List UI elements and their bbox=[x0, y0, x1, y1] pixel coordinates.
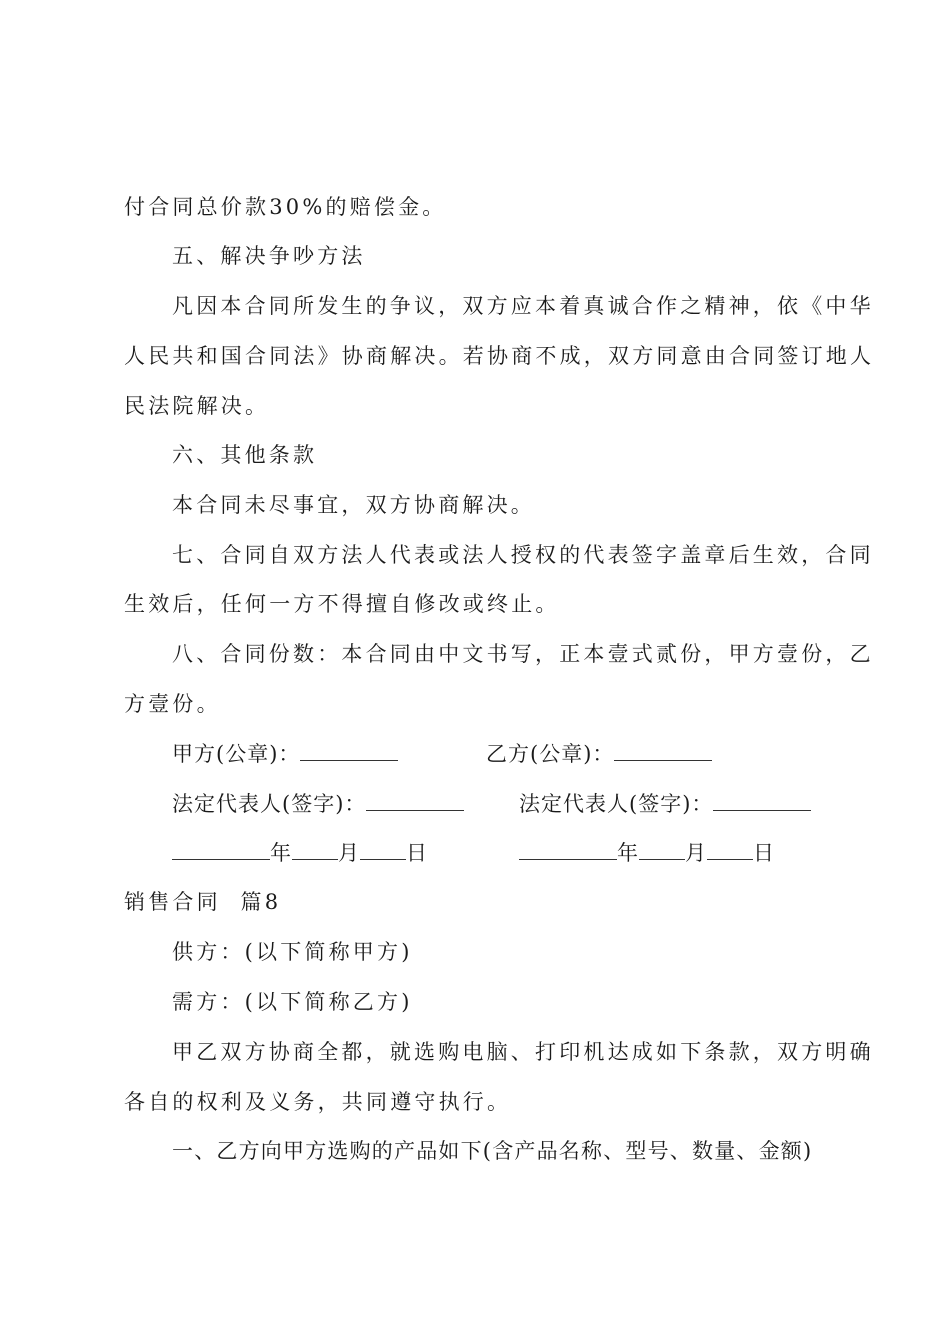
month-b-blank bbox=[639, 839, 685, 860]
day-a-blank bbox=[360, 839, 406, 860]
paragraph-line: 民法院解决。 bbox=[124, 394, 270, 418]
paragraph-line: 方壹份。 bbox=[124, 692, 221, 716]
date-b-field bbox=[519, 838, 775, 868]
month-a-label: 月 bbox=[338, 841, 360, 865]
buyer-line: 需方：(以下简称乙方) bbox=[172, 990, 413, 1014]
year-b-blank bbox=[519, 839, 617, 860]
month-b-label: 月 bbox=[685, 841, 707, 865]
paragraph-line: 七、合同自双方法人代表或法人授权的代表签字盖章后生效，合同 bbox=[172, 543, 874, 567]
section-heading: 五、解决争吵方法 bbox=[172, 244, 366, 268]
party-a-seal-field bbox=[172, 739, 398, 769]
party-b-seal-field bbox=[486, 739, 712, 769]
paragraph-line: 人民共和国合同法》协商解决。若协商不成，双方同意由合同签订地人 bbox=[124, 344, 875, 368]
contract-section-title: 销售合同 篇8 bbox=[124, 890, 282, 914]
rep-a-blank bbox=[366, 790, 464, 811]
paragraph-line: 甲乙双方协商全都，就选购电脑、打印机达成如下条款，双方明确 bbox=[172, 1040, 874, 1064]
year-a-blank bbox=[172, 839, 270, 860]
paragraph-line: 各自的权利及义务，共同遵守执行。 bbox=[124, 1090, 512, 1114]
year-a-label: 年 bbox=[270, 841, 292, 865]
year-b-label: 年 bbox=[617, 841, 639, 865]
party-a-label: 甲方(公章)： bbox=[172, 742, 301, 766]
section-heading: 一、乙方向甲方选购的产品如下(含产品名称、型号、数量、金额) bbox=[172, 1139, 813, 1163]
rep-b-blank bbox=[713, 790, 811, 811]
day-b-label: 日 bbox=[753, 841, 775, 865]
paragraph-line: 付合同总价款30%的赔偿金。 bbox=[124, 195, 447, 219]
paragraph-line: 凡因本合同所发生的争议，双方应本着真诚合作之精神，依《中华 bbox=[172, 294, 874, 318]
party-b-label: 乙方(公章)： bbox=[486, 742, 615, 766]
supplier-line: 供方：(以下简称甲方) bbox=[172, 940, 413, 964]
party-b-blank bbox=[614, 740, 712, 761]
paragraph-line: 生效后，任何一方不得擅自修改或终止。 bbox=[124, 592, 560, 616]
month-a-blank bbox=[292, 839, 338, 860]
date-a-field bbox=[172, 838, 428, 868]
rep-b-sign-field bbox=[519, 789, 811, 819]
day-b-blank bbox=[707, 839, 753, 860]
rep-a-sign-field bbox=[172, 789, 464, 819]
party-a-blank bbox=[300, 740, 398, 761]
paragraph-line: 本合同未尽事宜，双方协商解决。 bbox=[172, 493, 535, 517]
paragraph-line: 八、合同份数：本合同由中文书写，正本壹式贰份，甲方壹份，乙 bbox=[172, 642, 874, 666]
section-heading: 六、其他条款 bbox=[172, 443, 318, 467]
rep-b-label: 法定代表人(签字)： bbox=[519, 792, 714, 816]
rep-a-label: 法定代表人(签字)： bbox=[172, 792, 367, 816]
day-a-label: 日 bbox=[406, 841, 428, 865]
